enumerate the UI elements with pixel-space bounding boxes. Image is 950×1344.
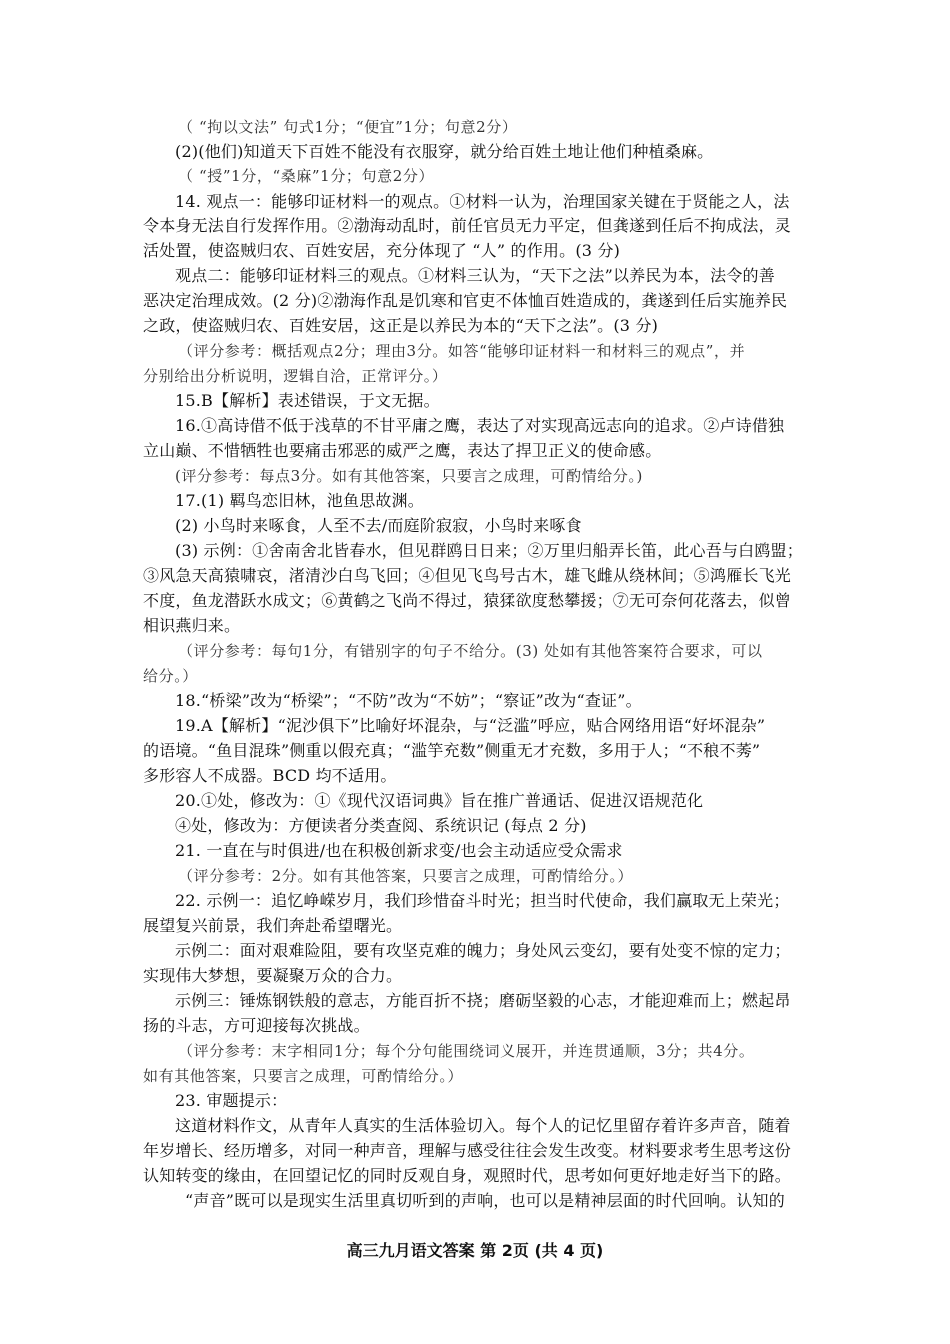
text-line: 扬的斗志，方可迎接每次挑战。 <box>143 1016 370 1035</box>
text-line: 17.(1) 羁鸟恋旧林，池鱼思故渊。 <box>175 491 424 510</box>
text-line: “声音”既可以是现实生活里真切听到的声响，也可以是精神层面的时代回响。认知的 <box>185 1191 785 1210</box>
text-line: 14. 观点一：能够印证材料一的观点。①材料一认为，治理国家关键在于贤能之人，法 <box>175 192 790 211</box>
text-line: 示例二：面对艰难险阻，要有攻坚克难的魄力；身处风云变幻，要有处变不惊的定力； <box>175 941 791 960</box>
text-line: 展望复兴前景，我们奔赴希望曙光。 <box>143 916 403 935</box>
text-line: 分别给出分析说明，逻辑自洽，正常评分。） <box>143 367 448 385</box>
text-line: 认知转变的缘由，在回望记忆的同时反观自身，观照时代，思考如何更好地走好当下的路。 <box>143 1166 792 1185</box>
text-line: 实现伟大梦想，要凝聚万众的合力。 <box>143 966 403 985</box>
text-line: 这道材料作文，从青年人真实的生活体验切入。每个人的记忆里留存着许多声音，随着 <box>175 1116 791 1135</box>
text-line: 给分。） <box>143 667 198 685</box>
text-line: 令本身无法自行发挥作用。②渤海动乱时，前任官员无力平定，但龚遂到任后不拘成法，灵 <box>143 216 792 235</box>
text-line: （ “拘以文法” 句式1分；“便宜”1分；句意2分） <box>178 118 518 136</box>
text-line: ④处，修改为：方便读者分类查阅、系统识记 (每点 2 分) <box>175 816 587 835</box>
text-line: (2)(他们)知道天下百姓不能没有衣服穿，就分给百姓土地让他们种植桑麻。 <box>175 142 714 161</box>
text-line: （评分参考：每句1分，有错别字的句子不给分。(3) 处如有其他答案符合要求，可以 <box>178 642 763 660</box>
text-line: 立山巅、不惜牺牲也要痛击邪恶的威严之鹰，表达了捍卫正义的使命感。 <box>143 441 662 460</box>
text-line: 年岁增长、经历增多，对同一种声音，理解与感受往往会发生改变。材料要求考生思考这份 <box>143 1141 792 1160</box>
text-line: 23. 审题提示： <box>175 1091 288 1110</box>
page-footer: 高三九月语文答案 第 2页 (共 4 页) <box>346 1241 604 1260</box>
text-line: 示例三：锤炼钢铁般的意志，方能百折不挠；磨砺坚毅的心志，才能迎难而上；燃起昂 <box>175 991 791 1010</box>
text-line: 15.B【解析】表述错误，于文无据。 <box>175 391 440 410</box>
text-line: 恶决定治理成效。(2 分)②渤海作乱是饥寒和官吏不体恤百姓造成的，龚遂到任后实施养民 <box>143 291 788 310</box>
text-line: 18.“桥梁”改为“桥梁”；“不防”改为“不妨”；“察证”改为“查证”。 <box>175 691 642 710</box>
text-line: 21. 一直在与时俱进/也在积极创新求变/也会主动适应受众需求 <box>175 841 623 860</box>
text-line: （评分参考：概括观点2分；理由3分。如答“能够印证材料一和材料三的观点”，并 <box>178 342 746 360</box>
text-line: 19.A【解析】“泥沙俱下”比喻好坏混杂，与“泛滥”呼应，贴合网络用语“好坏混杂” <box>175 716 766 735</box>
text-line: （ “授”1分，“桑麻”1分；句意2分） <box>178 167 435 185</box>
text-line: （评分参考：末字相同1分；每个分句能围绕词义展开，并连贯通顺，3分；共4分。 <box>178 1042 755 1060</box>
text-line: 多形容人不成器。BCD 均不适用。 <box>143 766 397 785</box>
text-line: 如有其他答案，只要言之成理，可酌情给分。） <box>143 1067 464 1085</box>
text-line: 的语境。“鱼目混珠”侧重以假充真；“滥竽充数”侧重无才充数，多用于人；“不稂不莠” <box>143 741 761 760</box>
text-line: 相识燕归来。 <box>143 616 241 635</box>
text-line: 观点二：能够印证材料三的观点。①材料三认为，“天下之法”以养民为本，法令的善 <box>175 266 775 285</box>
text-line: (3) 示例：①舍南舍北皆春水，但见群鸥日日来；②万里归船弄长笛，此心吾与白鸥盟； <box>175 541 803 560</box>
text-line: （评分参考：2分。如有其他答案，只要言之成理，可酌情给分。） <box>178 867 634 885</box>
text-line: 22. 示例一：追忆峥嵘岁月，我们珍惜奋斗时光；担当时代使命，我们赢取无上荣光； <box>175 891 790 910</box>
text-line: 之政，使盗贼归农、百姓安居，这正是以养民为本的“天下之法”。(3 分) <box>143 316 659 335</box>
text-line: 不度，鱼龙潜跃水成文；⑥黄鹤之飞尚不得过，猿猱欲度愁攀援；⑦无可奈何花落去，似曾 <box>143 591 792 610</box>
text-line: (2) 小鸟时来啄食，人至不去/而庭阶寂寂，小鸟时来啄食 <box>175 516 582 535</box>
text-line: 16.①高诗借不低于浅草的不甘平庸之鹰，表达了对实现高远志向的追求。②卢诗借独 <box>175 416 785 435</box>
text-line: 活处置，使盗贼归农、百姓安居，充分体现了 “人” 的作用。(3 分) <box>143 241 621 260</box>
text-line: 20.①处，修改为：①《现代汉语词典》旨在推广普通话、促进汉语规范化 <box>175 791 704 810</box>
text-line: ③风急天高猿啸哀，渚清沙白鸟飞回；④但见飞鸟号古木，雄飞雌从绕林间；⑤鸿雁长飞光 <box>143 566 792 585</box>
text-line: (评分参考：每点3分。如有其他答案，只要言之成理，可酌情给分。) <box>175 467 643 485</box>
